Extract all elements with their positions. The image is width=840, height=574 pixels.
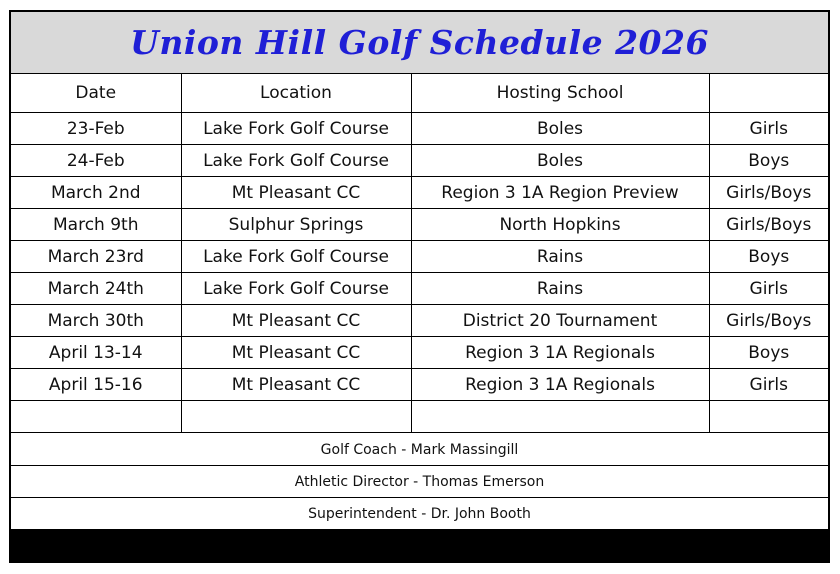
header-location: Location: [181, 74, 411, 113]
cell-date: March 9th: [11, 209, 181, 241]
header-team: [709, 74, 828, 113]
footer-golf-coach: Golf Coach - Mark Massingill: [11, 434, 828, 466]
table-row: [11, 273, 828, 305]
cell-host: Rains: [411, 273, 709, 305]
cell-location: Lake Fork Golf Course: [181, 145, 411, 177]
cell-team: Boys: [709, 145, 828, 177]
cell-date: April 15-16: [11, 369, 181, 401]
header-hosting-school: Hosting School: [411, 74, 709, 113]
cell-host: Boles: [411, 145, 709, 177]
table-row: [11, 369, 828, 401]
table-row: [11, 305, 828, 337]
cell-date: April 13-14: [11, 337, 181, 369]
cell-location: [181, 401, 411, 433]
schedule-title: Union Hill Golf Schedule 2026: [130, 23, 709, 62]
footer-superintendent: Superintendent - Dr. John Booth: [11, 498, 828, 530]
cell-location: Lake Fork Golf Course: [181, 113, 411, 145]
header-date: Date: [11, 74, 181, 113]
table-row: [11, 113, 828, 145]
cell-date: March 30th: [11, 305, 181, 337]
cell-date: March 24th: [11, 273, 181, 305]
cell-team: Girls/Boys: [709, 305, 828, 337]
table-row: [11, 209, 828, 241]
table-row: [11, 241, 828, 273]
cell-team: Girls: [709, 113, 828, 145]
cell-date: 23-Feb: [11, 113, 181, 145]
cell-team: Girls/Boys: [709, 177, 828, 209]
cell-location: Mt Pleasant CC: [181, 305, 411, 337]
title-bar: [11, 12, 828, 74]
footer-athletic-director: Athletic Director - Thomas Emerson: [11, 466, 828, 498]
cell-host: District 20 Tournament: [411, 305, 709, 337]
cell-host: Region 3 1A Region Preview: [411, 177, 709, 209]
cell-location: Mt Pleasant CC: [181, 177, 411, 209]
cell-date: 24-Feb: [11, 145, 181, 177]
header-row: [11, 74, 828, 113]
cell-host: Rains: [411, 241, 709, 273]
cell-location: Mt Pleasant CC: [181, 337, 411, 369]
cell-host: North Hopkins: [411, 209, 709, 241]
cell-team: Girls: [709, 369, 828, 401]
cell-host: Boles: [411, 113, 709, 145]
cell-host: [411, 401, 709, 433]
cell-location: Sulphur Springs: [181, 209, 411, 241]
cell-location: Mt Pleasant CC: [181, 369, 411, 401]
cell-team: Girls/Boys: [709, 209, 828, 241]
schedule-sheet: [9, 10, 830, 563]
table-row: [11, 145, 828, 177]
cell-host: Region 3 1A Regionals: [411, 337, 709, 369]
table-row-empty: [11, 401, 828, 433]
cell-date: [11, 401, 181, 433]
schedule-table: [11, 74, 828, 433]
table-row: [11, 177, 828, 209]
cell-team: [709, 401, 828, 433]
table-row: [11, 337, 828, 369]
bottom-bar: [11, 530, 828, 561]
cell-date: March 2nd: [11, 177, 181, 209]
cell-location: Lake Fork Golf Course: [181, 241, 411, 273]
cell-team: Girls: [709, 273, 828, 305]
cell-team: Boys: [709, 337, 828, 369]
cell-team: Boys: [709, 241, 828, 273]
cell-host: Region 3 1A Regionals: [411, 369, 709, 401]
cell-location: Lake Fork Golf Course: [181, 273, 411, 305]
cell-date: March 23rd: [11, 241, 181, 273]
